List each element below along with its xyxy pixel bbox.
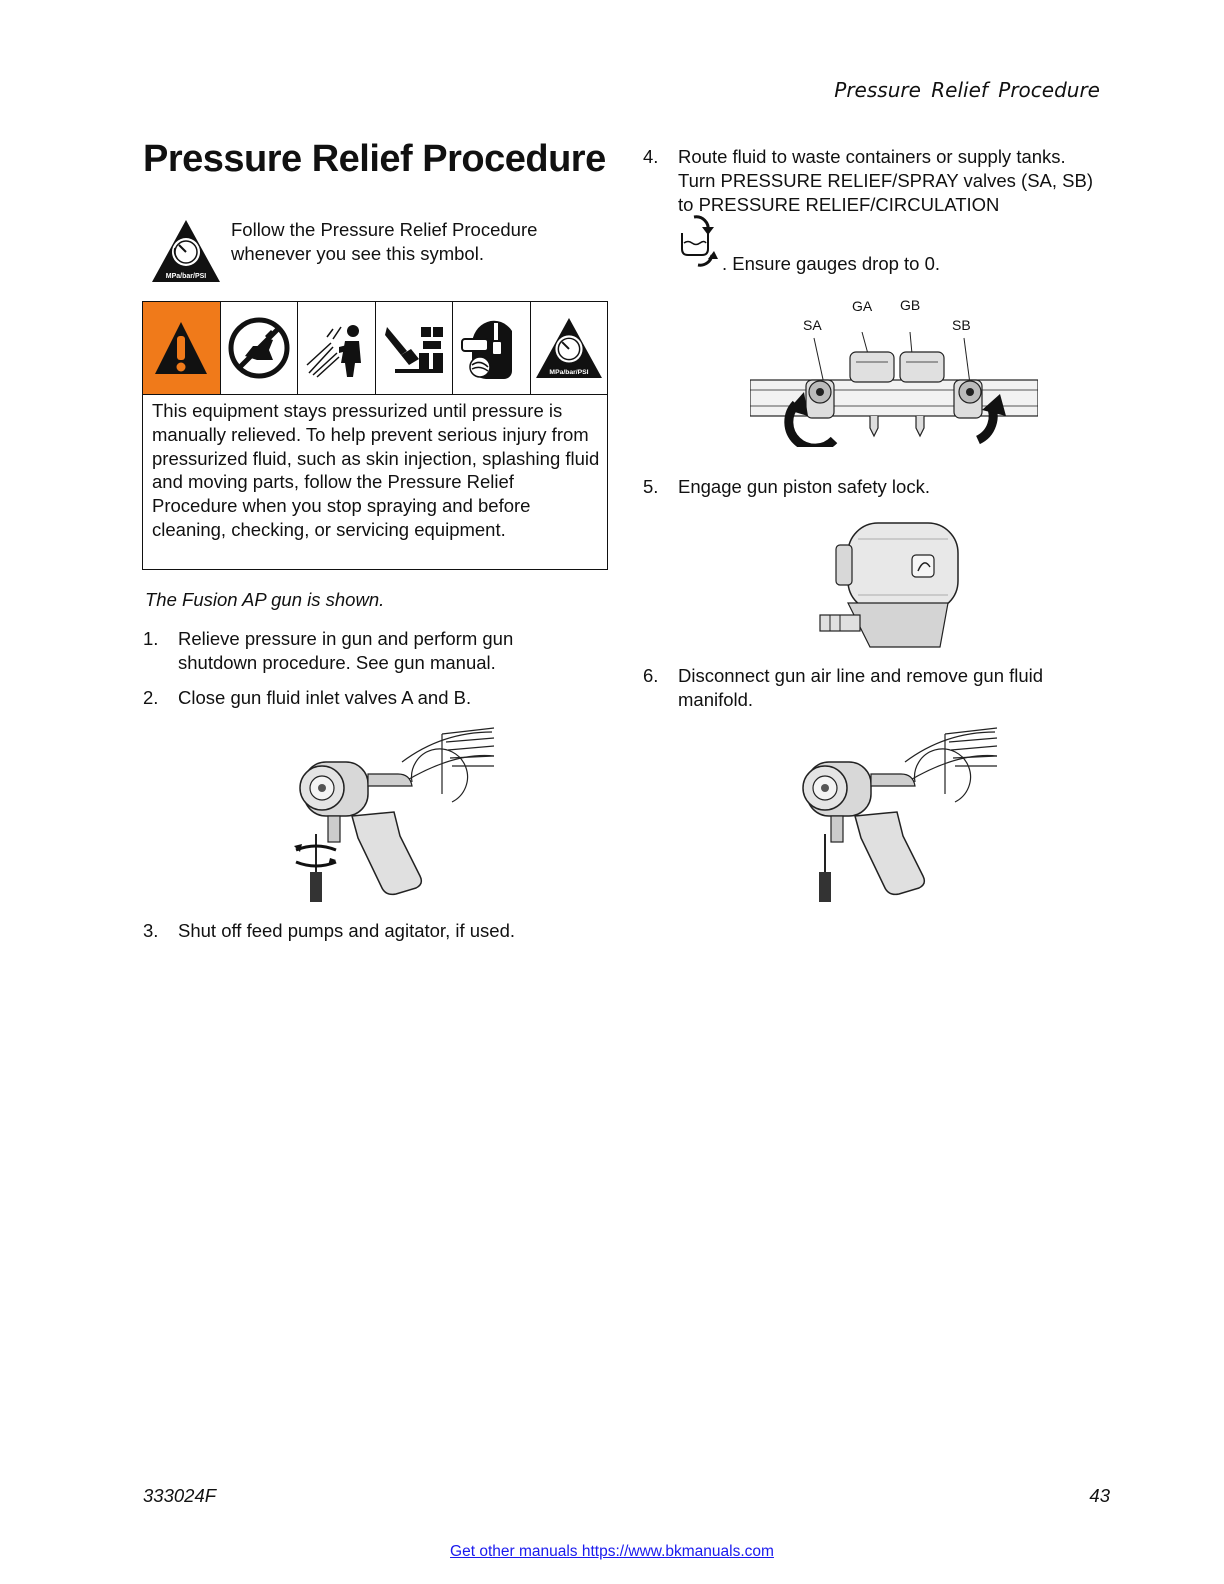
step-number: 5.	[643, 476, 659, 497]
label-sa: SA	[803, 317, 822, 333]
gun-manifold-illustration	[795, 722, 1000, 909]
step-text: Engage gun piston safety lock.	[678, 476, 930, 497]
figure-note: The Fusion AP gun is shown.	[145, 589, 385, 610]
step-text: Close gun fluid inlet valves A and B.	[178, 687, 472, 708]
running-header: Pressure Relief Procedure	[834, 78, 1100, 102]
pressure-unit-label: MPa/bar/PSI	[549, 369, 589, 377]
step-text: Shut off feed pumps and agitator, if used.	[178, 920, 516, 941]
label-sb: SB	[952, 317, 971, 333]
moving-parts-icon	[376, 302, 454, 394]
step-number: 2.	[143, 687, 159, 708]
pressure-relief-icon	[531, 302, 608, 394]
label-gb: GB	[900, 297, 921, 313]
step-number: 4.	[643, 146, 659, 167]
step-4-continuation: . Ensure gauges drop to 0.	[722, 253, 941, 274]
pressure-relief-icon	[150, 218, 222, 284]
no-hand-spray-icon	[221, 302, 299, 394]
step-number: 3.	[143, 920, 159, 941]
face-shield-icon	[453, 302, 531, 394]
symbol-note: Follow the Pressure Relief Procedure whenever you see this symbol.	[231, 219, 538, 264]
pressure-unit-label: MPa/bar/PSI	[165, 273, 207, 280]
manifold-illustration	[750, 332, 1038, 452]
warning-text: This equipment stays pressurized until pressure is manually relieved. To help prevent serious injury from pressurized fluid, such as skin injection, splashing fluid and moving parts, follow the Pressure Relief Procedure when you stop spraying and before cleaning, checking, or servicing equipment.	[152, 400, 600, 540]
step-text: Relieve pressure in gun and perform gun shutdown procedure. See gun manual.	[178, 628, 514, 673]
step-number: 6.	[643, 665, 659, 686]
document-id: 333024F	[143, 1485, 217, 1506]
label-ga: GA	[852, 298, 873, 314]
gun-valves-illustration	[292, 722, 497, 909]
manuals-link[interactable]: Get other manuals https://www.bkmanuals.com	[450, 1543, 774, 1560]
step-text: Route fluid to waste containers or supply tanks. Turn PRESSURE RELIEF/SPRAY valves (SA, SB) to PRESSURE RELIEF/CIRCULATION	[678, 146, 1094, 215]
piston-lock-illustration	[818, 519, 968, 654]
circulation-icon	[674, 213, 722, 276]
page-number: 43	[1089, 1485, 1110, 1506]
step-text: Disconnect gun air line and remove gun fluid manifold.	[678, 665, 1044, 710]
warning-icon-row	[143, 302, 607, 395]
skin-injection-icon	[298, 302, 376, 394]
warning-box	[142, 301, 608, 570]
step-number: 1.	[143, 628, 159, 649]
warning-triangle-icon	[143, 302, 221, 394]
page-title: Pressure Relief Procedure	[143, 138, 606, 180]
